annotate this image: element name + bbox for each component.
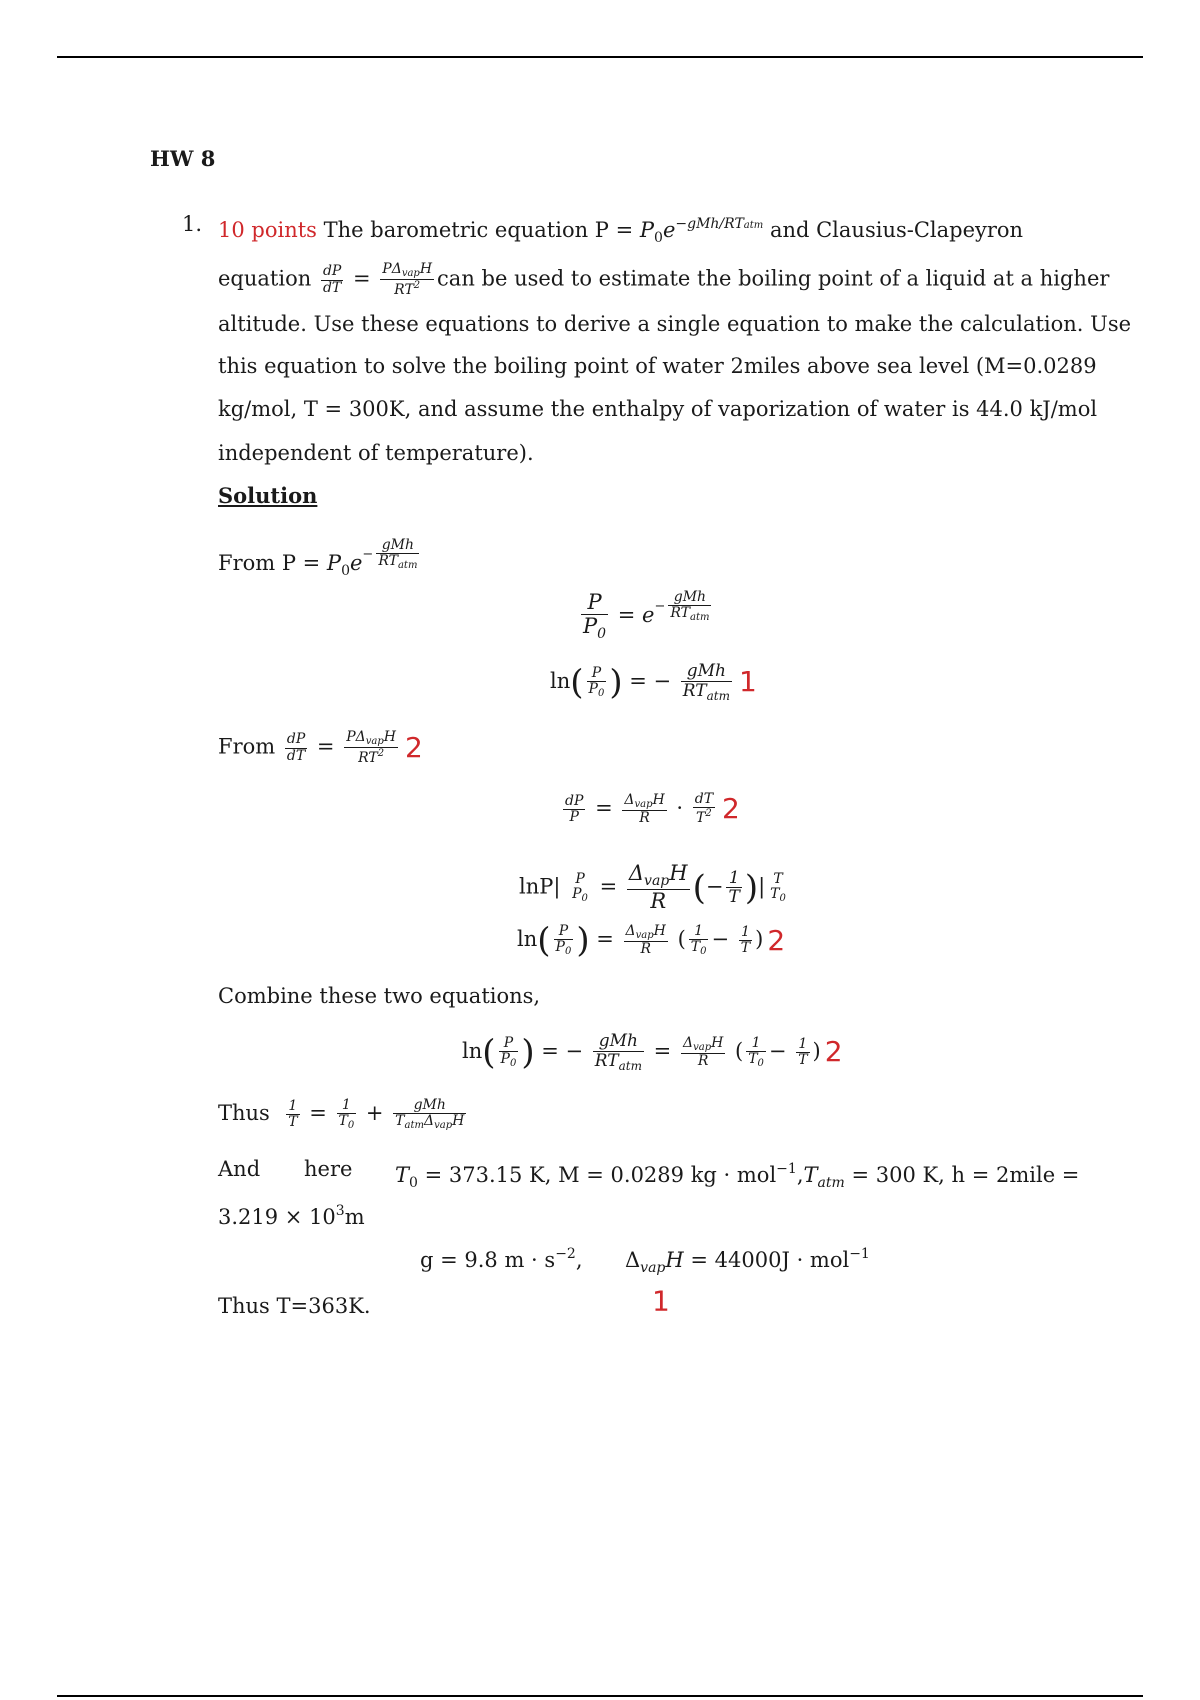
values-line-2: $3.219 \times 10^3m$ (218, 1203, 365, 1229)
values-line-1: $T_0 = 373.15$ K, M = 0.0289 kg · $mol^{-1},T_{atm} = 300$ K, h = 2mile = (395, 1161, 1080, 1191)
score-mark-6: 1 (652, 1284, 670, 1318)
solution-heading: Solution (218, 483, 318, 508)
values-label-and: And (218, 1157, 261, 1181)
problem-number: 1. (182, 212, 203, 236)
eq-separated: $\frac{dP}{P}$ = $\frac{\Delta_{vap}H}{R}$ · $\frac{dT}{T^2}$ 2 (565, 791, 740, 827)
problem-line-3: altitude. Use these equations to derive a single equation to make the calculation. Use (218, 312, 1132, 336)
eq-combined: ln( $\frac{P}{P_0}$ ) = − $\frac{\text{gMh}}{RT_{atm}}$ = $\frac{\Delta_{vap}H}{R}$ ( $\frac{1}{T_0}$ − $\frac{1}{T}$ ) 2 (462, 1031, 843, 1073)
problem-line-6: independent of temperature). (218, 441, 534, 465)
problem-line-2-text: equation (218, 266, 312, 291)
h-value: 3.219 × 10 (218, 1205, 336, 1229)
eq-clausius-result: ln( $\frac{P}{P_0}$ ) = $\frac{\Delta_{vap}H}{R}$ ( $\frac{1}{T_0}$ − $\frac{1}{T}$ ) 2 (517, 920, 786, 961)
page-title: HW 8 (150, 146, 216, 171)
g-value: g = 9.8 m · s (420, 1248, 556, 1272)
eq-log-barometric: ln( $\frac{P}{P_0}$ ) = − $\frac{\text{gMh}}{RT_{atm}}$ 1 (550, 661, 757, 703)
problem-line-1: 10 points The barometric equation $P = P_0e^{-gMh/RTatm}$ and Clausius-Clapeyron (218, 216, 1024, 246)
h-unit: m (344, 1205, 365, 1229)
score-mark-5: 2 (824, 1035, 843, 1069)
score-mark-4: 2 (767, 923, 786, 957)
eq-ratio: $\frac{P}{P_0}$ = $e^{- \frac{\text{gMh}}{RT_{atm}}}$ (583, 589, 710, 643)
values-label-here: here (304, 1157, 353, 1181)
t0-value: = 373.15 K, M = 0.0289 kg · mol (424, 1163, 777, 1187)
problem-line-2: equation $\frac{dP}{dT}$ = $\frac{P\Delta_{vap}H}{RT^2}$ can be used to estimate the boiling point of a liquid at a higher (218, 261, 1110, 298)
score-mark-1: 1 (739, 665, 757, 699)
score-mark-2: 2 (404, 731, 423, 765)
eq-integrated: lnP| P $P_0$ = $\frac{\Delta_{vap}H}{R}$ (− $\frac{1}{T}$ )| T $T_0$ (519, 861, 786, 914)
dh-value-line: $\Delta_{vap}H = 44000J \cdot mol^{-1}$ (625, 1246, 870, 1276)
top-rule (57, 56, 1143, 58)
problem-line-1-text: The barometric equation P = (323, 218, 640, 242)
g-value-line: g = 9.8 $m \cdot s^{-2}$, (420, 1246, 583, 1272)
dh-value: = 44000J · mol (690, 1248, 850, 1272)
from-clausius: From $\frac{dP}{dT}$ = $\frac{P\Delta_{vap}H}{RT^2}$ 2 (218, 729, 423, 766)
result-text: Thus T=363K. (218, 1294, 371, 1318)
thus-label: Thus (218, 1101, 270, 1126)
problem-line-4: this equation to solve the boiling point of water 2miles above sea level (M=0.0289 (218, 354, 1097, 378)
score-mark-3: 2 (722, 792, 740, 826)
from-label-2: From (218, 734, 276, 759)
clausius-fraction: $\frac{P\Delta_{vap}H}{RT^2}$ (382, 261, 433, 298)
score-mark-6-wrap (652, 1286, 670, 1316)
points-label: 10 points (218, 218, 317, 242)
bottom-rule (57, 1695, 1143, 1697)
eq-final-form: Thus $\frac{1}{T}$ = $\frac{1}{T_0}$ + $\frac{\text{gMh}}{T_{atm}\Delta_{vap}H}$ (218, 1097, 465, 1132)
from-label-1: From P = (218, 551, 327, 576)
dPdT-fraction: $\frac{dP}{dT}$ (322, 263, 342, 296)
problem-line-1-text-b: and Clausius-Clapeyron (769, 218, 1024, 242)
combine-text: Combine these two equations, (218, 984, 541, 1008)
tatm-value: = 300 K, h = 2mile = (851, 1163, 1080, 1187)
problem-line-2-text-b: can be used to estimate the boiling point of a liquid at a higher (437, 266, 1110, 291)
from-barometric: From $P = P_0e^{- \frac{\text{gMh}}{RT_{atm}}}$ (218, 537, 418, 580)
problem-line-5: kg/mol, T = 300K, and assume the enthalpy of vaporization of water is 44.0 kJ/mol (218, 397, 1098, 421)
